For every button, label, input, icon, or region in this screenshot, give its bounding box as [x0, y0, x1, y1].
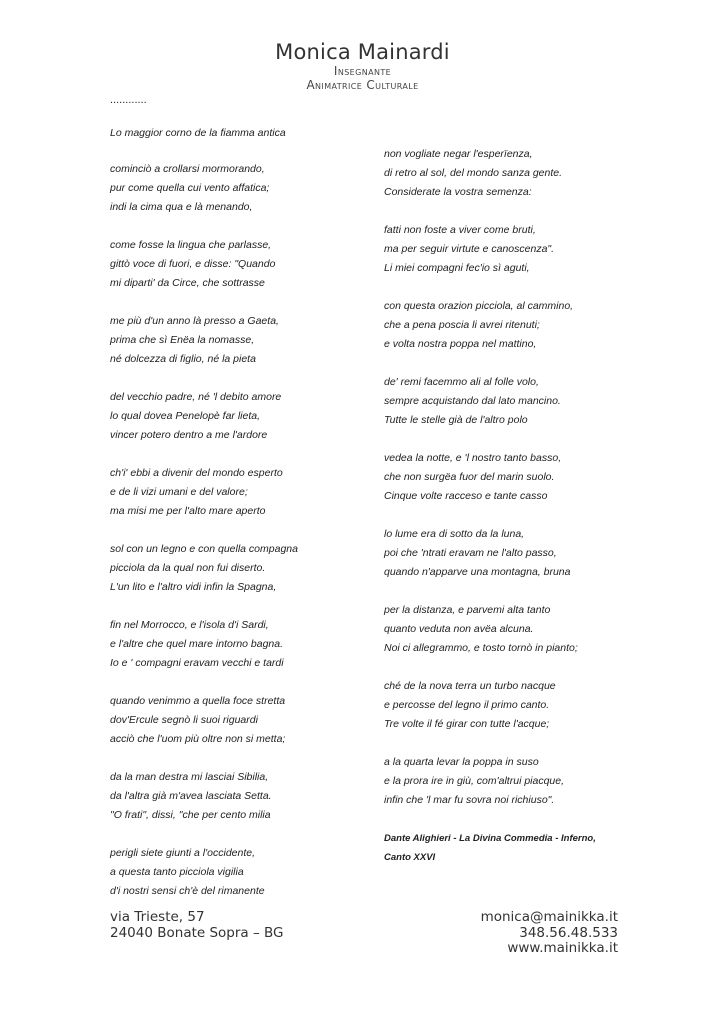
poem-stanza — [110, 160, 298, 217]
citation-work: Dante Alighieri - La Divina Commedia - Inferno, — [384, 833, 596, 844]
poem-line: indi la cima qua e là menando, — [110, 201, 253, 213]
poem-line: de' remi facemmo ali al folle volo, — [384, 376, 539, 388]
poem-line: ma per seguir virtute e canoscenza". — [384, 243, 555, 255]
poem-line: quanto veduta non avëa alcuna. — [384, 623, 534, 635]
footer-address — [110, 910, 284, 941]
contact-website: www.mainikka.it — [507, 940, 618, 956]
poem-line: L'un lito e l'altro vidi infin la Spagna, — [110, 581, 277, 593]
poem-stanza — [110, 540, 298, 597]
poem-line: vincer potero dentro a me l'ardore — [110, 429, 268, 441]
poem-line: cominciò a crollarsi mormorando, — [110, 163, 265, 175]
poem-column-right — [384, 145, 596, 867]
poem-line: e de li vizi umani e del valore; — [110, 486, 248, 498]
poem-line: sol con un legno e con quella compagna — [110, 543, 298, 555]
poem-line: a la quarta levar la poppa in suso — [384, 756, 539, 768]
poem-stanza — [384, 753, 596, 810]
address-city: 24040 Bonate Sopra – BG — [110, 924, 284, 941]
poem-line: lo qual dovea Penelopè far lieta, — [110, 410, 261, 422]
poem-line: perigli siete giunti a l'occidente, — [110, 847, 256, 859]
poem-line: sempre acquistando dal lato mancino. — [384, 395, 561, 407]
poem-line: da l'altra già m'avea lasciata Setta. — [110, 790, 272, 802]
poem-line: fatti non foste a viver come bruti, — [384, 224, 536, 236]
address-street: via Trieste, 57 — [110, 909, 205, 925]
poem-line: d'i nostri sensi ch'è del rimanente — [110, 885, 265, 897]
poem-line: mi diparti' da Circe, che sottrasse — [110, 277, 265, 289]
poem-stanza — [110, 692, 298, 749]
poem-line: prima che sì Enëa la nomasse, — [110, 334, 255, 346]
poem-line: picciola da la qual non fui diserto. — [110, 562, 266, 574]
poem-line: lo lume era di sotto da la luna, — [384, 528, 525, 540]
poem-line: come fosse la lingua che parlasse, — [110, 239, 272, 251]
poem-line: e la prora ire in giù, com'altrui piacque, — [384, 775, 565, 787]
poem-stanza — [110, 124, 298, 143]
poem-line: pur come quella cui vento affatica; — [110, 182, 270, 194]
author-name: Monica Mainardi — [275, 40, 450, 64]
poem-line: Noi ci allegrammo, e tosto tornò in pianto; — [384, 642, 578, 654]
author-role-cultural: Animatrice Culturale — [306, 78, 419, 92]
poem-line: da la man destra mi lasciai Sibilia, — [110, 771, 269, 783]
poem-line: né dolcezza di figlio, né la pieta — [110, 353, 256, 365]
poem-stanza — [110, 768, 298, 825]
poem-line: che a pena poscia li avrei ritenuti; — [384, 319, 540, 331]
poem-line: con questa orazion picciola, al cammino, — [384, 300, 574, 312]
poem-line: ché de la nova terra un turbo nacque — [384, 680, 556, 692]
contact-phone: 348.56.48.533 — [519, 924, 618, 941]
poem-line: poi che 'ntrati eravam ne l'alto passo, — [384, 547, 557, 559]
poem-line: Tutte le stelle già de l'altro polo — [384, 414, 528, 426]
poem-line: Io e ' compagni eravam vecchi e tardi — [110, 657, 284, 669]
poem-line: Cinque volte racceso e tante casso — [384, 490, 548, 502]
poem-line: ma misi me per l'alto mare aperto — [110, 505, 266, 517]
ellipsis-marker: ............ — [110, 94, 147, 106]
poem-line: Lo maggior corno de la fiamma antica — [110, 127, 286, 139]
letterhead — [0, 40, 725, 92]
poem-line: che non surgëa fuor del marin suolo. — [384, 471, 555, 483]
poem-line: me più d'un anno là presso a Gaeta, — [110, 315, 279, 327]
poem-line: e volta nostra poppa nel mattino, — [384, 338, 537, 350]
poem-stanza — [384, 601, 596, 658]
poem-stanza — [384, 525, 596, 582]
poem-stanza — [110, 616, 298, 673]
poem-line: a questa tanto picciola vigilia — [110, 866, 244, 878]
poem-line: del vecchio padre, né 'l debito amore — [110, 391, 282, 403]
contact-email: monica@mainikka.it — [480, 909, 618, 925]
poem-line: infin che 'l mar fu sovra noi richiuso". — [384, 794, 555, 806]
poem-line: dov'Ercule segnò li suoi riguardi — [110, 714, 258, 726]
poem-stanza — [384, 221, 596, 278]
citation-canto: Canto XXVI — [384, 852, 436, 863]
poem-line: Li miei compagni fec'io sì aguti, — [384, 262, 530, 274]
poem-line: e percosse del legno il primo canto. — [384, 699, 550, 711]
citation — [384, 829, 596, 867]
poem-line: Tre volte il fé girar con tutte l'acque; — [384, 718, 550, 730]
poem-stanza — [384, 373, 596, 430]
poem-stanza — [110, 464, 298, 521]
poem-line: di retro al sol, del mondo sanza gente. — [384, 167, 563, 179]
poem-stanza — [110, 312, 298, 369]
poem-stanza — [384, 449, 596, 506]
poem-stanza — [110, 388, 298, 445]
poem-line: vedea la notte, e 'l nostro tanto basso, — [384, 452, 562, 464]
footer-contacts — [481, 910, 618, 957]
author-role-teacher: Insegnante — [333, 64, 392, 78]
poem-stanza — [384, 677, 596, 734]
poem-line: fin nel Morrocco, e l'isola d'i Sardi, — [110, 619, 269, 631]
poem-line: Considerate la vostra semenza: — [384, 186, 532, 198]
poem-stanzas-right — [384, 145, 596, 810]
poem-line: per la distanza, e parvemi alta tanto — [384, 604, 551, 616]
poem-line: "O frati", dissi, "che per cento milia — [110, 809, 271, 821]
poem-line: non vogliate negar l'esperïenza, — [384, 148, 533, 160]
poem-line: quando n'apparve una montagna, bruna — [384, 566, 571, 578]
poem-stanza — [384, 145, 596, 202]
poem-line: gittò voce di fuori, e disse: "Quando — [110, 258, 276, 270]
poem-line: e l'altre che quel mare intorno bagna. — [110, 638, 284, 650]
poem-stanza — [110, 844, 298, 901]
poem-line: quando venimmo a quella foce stretta — [110, 695, 286, 707]
poem-line: ch'i' ebbi a divenir del mondo esperto — [110, 467, 283, 479]
poem-line: acciò che l'uom più oltre non si metta; — [110, 733, 286, 745]
poem-column-left — [110, 124, 298, 920]
poem-stanza — [384, 297, 596, 354]
poem-stanza — [110, 236, 298, 293]
